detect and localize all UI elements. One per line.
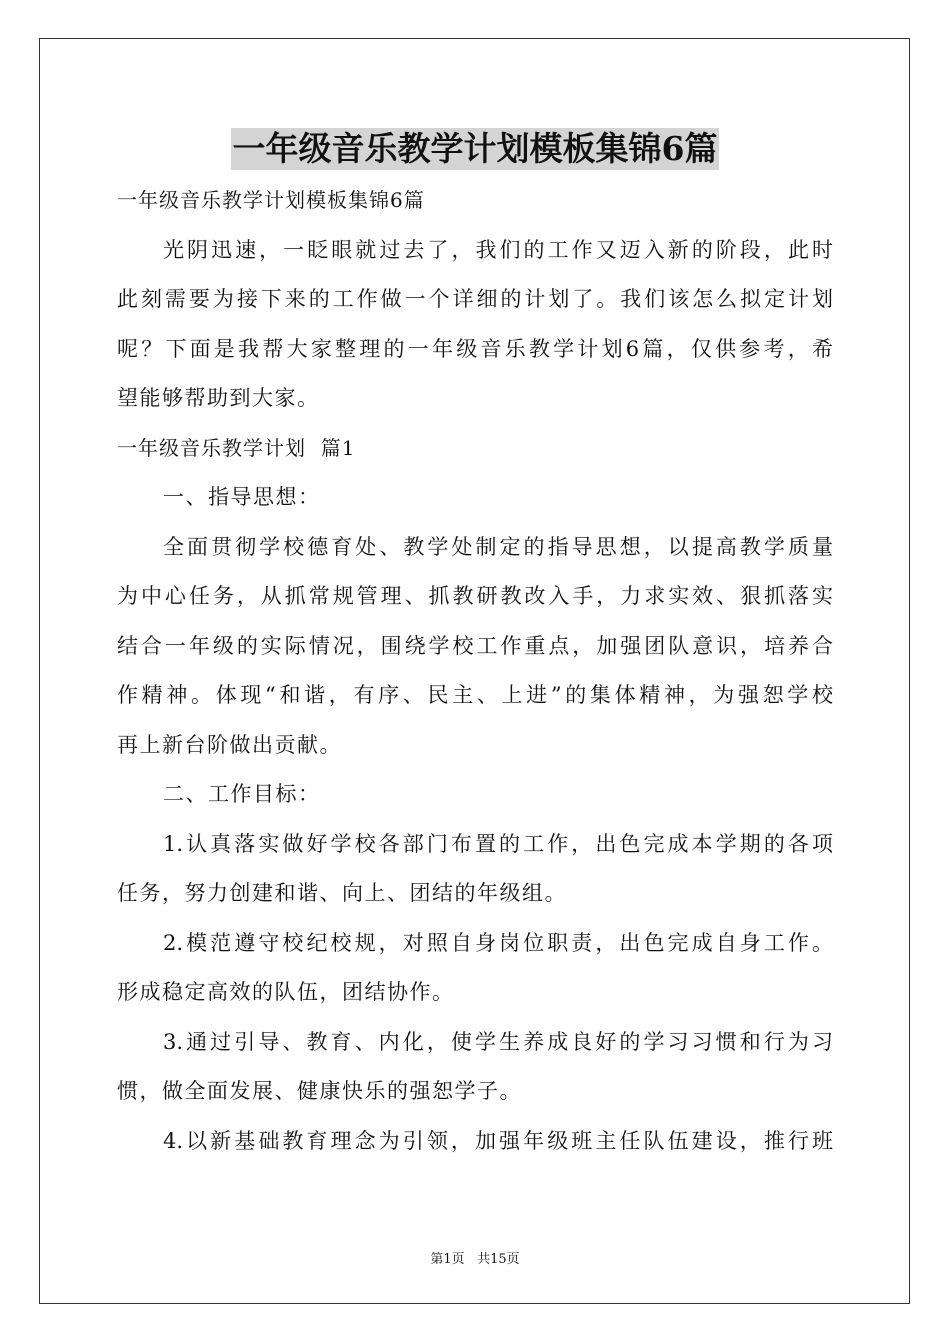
page-footer [0,1248,950,1267]
goal-line: 形成稳定高效的队伍，团结协作。 [117,980,455,1004]
intro-line: 望能够帮助到大家。 [117,386,320,410]
goal-line: 任务，努力创建和谐、向上、团结的年级组。 [117,881,567,905]
title-container [0,128,950,170]
goal-line: 1.认真落实做好学校各部门布置的工作，出色完成本学期的各项 [163,831,833,856]
document-body [117,176,833,1166]
section-heading: 一年级音乐教学计划 篇1 [117,435,356,460]
intro-line: 呢？下面是我帮大家整理的一年级音乐教学计划6篇，仅供参考，希 [117,336,833,361]
part1-line: 作精神。体现“和谐，有序、民主、上进”的集体精神，为强恕学校 [117,683,833,707]
goal-line: 4.以新基础教育理念为引领，加强年级班主任队伍建设，推行班 [163,1128,833,1153]
part1-heading: 一、指导思想： [163,485,321,509]
part2-heading: 二、工作目标： [163,782,321,806]
intro-line: 此刻需要为接下来的工作做一个详细的计划了。我们该怎么拟定计划 [117,287,833,311]
part1-line: 再上新台阶做出贡献。 [117,732,342,757]
part1-line: 结合一年级的实际情况，围绕学校工作重点，加强团队意识，培养合 [117,633,833,658]
page-total: 共15页 [477,1252,520,1267]
intro-line: 光阴迅速，一眨眼就过去了，我们的工作又迈入新的阶段，此时 [163,237,833,262]
document-subtitle: 一年级音乐教学计划模板集锦6篇 [117,188,425,212]
goal-line: 惯，做全面发展、健康快乐的强恕学子。 [117,1079,522,1103]
page-number: 第1页 [430,1252,465,1267]
goal-line: 3.通过引导、教育、内化，使学生养成良好的学习习惯和行为习 [163,1029,833,1054]
part1-line: 全面贯彻学校德育处、教学处制定的指导思想，以提高教学质量 [163,534,833,559]
goal-line: 2.模范遵守校纪校规，对照自身岗位职责，出色完成自身工作。 [163,930,833,955]
part1-line: 为中心任务，从抓常规管理、抓教研教改入手，力求实效、狠抓落实 [117,584,833,608]
document-title: 一年级音乐教学计划模板集锦6篇 [232,129,718,168]
